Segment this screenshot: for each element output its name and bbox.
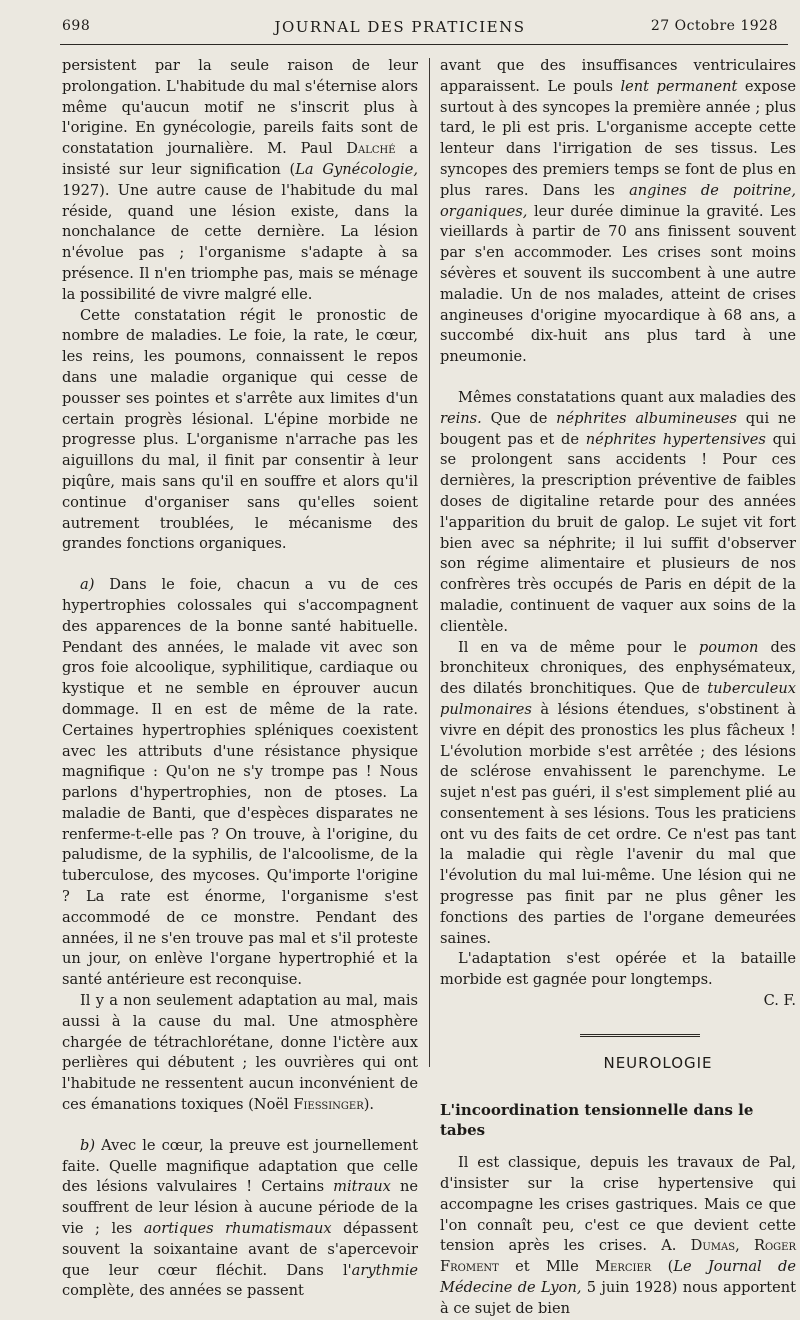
author-name: Dalché [346, 140, 396, 158]
paragraph: Il y a non seulement adaptation au mal, mais aussi à la cause du mal. Une atmosphère chargée de tétrachlorétane, donne l'ictère aux perlières qui débutent ; les ouvrières qui ont l'habitude ne ressentent aucun inconvénient de ces émanations toxiques (Noël Fiessinger). [62, 992, 418, 1114]
author-name: Dumas [690, 1237, 736, 1255]
list-marker: b) [80, 1136, 96, 1154]
paragraph: a) Dans le foie, chacun a vu de ces hypertrophies colossales qui s'accompagnent des apparences de la bonne santé habituelle. Pendant des années, le malade vit avec son gros foie alcoolique, syphilitique, cardiaque ou kystique et ne semble en éprouver aucun dommage. Il en est de même de la rate. Certaines hypertrophies spléniques coexistent avec les attributs d'une résistance physique magnifique : Qu'on ne s'y trompe pas ! Nous parlons d'hypertrophies, non de ptoses. La maladie de Banti, que d'espèces disparates ne renferme-t-elle pas ? On trouve, à l'origine, du paludisme, de la syphilis, de l'alcoolisme, de la tuberculose, des mycoses. Qu'importe l'origine ? La rate est énorme, l'organisme s'est accommodé de ce monstre. Pendant des années, il ne s'en trouve pas mal et s'il proteste un jour, on enlève l'organe hypertrophié et la santé antérieure est reconquise. [62, 576, 418, 989]
author-name: Mercier [595, 1258, 652, 1276]
column-divider [429, 58, 430, 1067]
paragraph: avant que des insuffisances ventriculaires apparaissent. Le pouls lent permanent expose surtout à des syncopes la première année ; plus tard, le pli est pris. L'organisme accepte cette lenteur dans l'irrigation de ses tissus. Les syncopes des premiers temps se font de plus en plus rares. Dans les angines de poitrine, organiques, leur durée diminue la gravité. Les vieillards à partir de 70 ans finissent souvent par s'en accommoder. Les crises sont moins sévères et souvent ils succombent à une autre maladie. Un de nos malades, atteint de crises angineuses d'origine myocardique à 68 ans, a succombé dix-huit ans plus tard à une pneumonie. [440, 57, 796, 366]
signature: C. F. [763, 992, 796, 1010]
right-column [440, 56, 796, 1320]
list-marker: a) [80, 576, 95, 594]
paragraph: Il est classique, depuis les travaux de Pal, d'insister sur la crise hypertensive qui accompagne les crises gastriques. Mais ce que l'on connaît peu, c'est ce que devient cette tension après les crises. A. Dumas, Roger Froment et Mlle Mercier (Le Journal de Médecine de Lyon, 5 juin 1928) nous apportent à ce sujet de bien [440, 1154, 797, 1317]
paragraph: Il en va de même pour le poumon des bronchiteux chroniques, des enphysémateux, des dilatés bronchitiques. Que de tuberculeux pulmonaires à lésions étendues, s'obstinent à vivre en dépit des pronostics les plus fâcheux ! L'évolution morbide s'est arrêtée ; des lésions de sclérose envahissent le parenchyme. Le sujet n'est pas guéri, il s'est simplement plié au consentement à ses lésions. Tous les praticiens ont vu des faits de cet ordre. Ce n'est pas tant la maladie qui règle l'avenir du mal que l'évolution du mal lui-même. Une lésion qui ne progresse pas finit par ne plus gêner les fonctions des parties de l'organe demeurées saines. [440, 638, 797, 947]
issue-date: 27 Octobre 1928 [650, 18, 778, 34]
header-rule [60, 44, 788, 45]
left-column [62, 56, 418, 1302]
page-number: 698 [62, 18, 91, 34]
paragraph: persistent par la seule raison de leur prolongation. L'habitude du mal s'éternise alors même qu'aucun motif ne s'inscrit plus à l'origine. En gynécologie, pareils faits sont de constatation journalière. M. Paul Dalché a insisté sur leur signification (La Gynécologie, 1927). Une autre cause de l'habitude du mal réside, quand une lésion existe, dans la nonchalance de cette dernière. La lésion n'évolue pas ; l'organisme s'adapte à sa présence. Il n'en triomphe pas, mais se ménage la possibilité de vivre malgré elle. [62, 57, 418, 303]
journal-title: JOURNAL DES PRATICIENS [274, 18, 526, 36]
citation: La Gynécologie, [295, 160, 418, 178]
citation: Le Journal de Médecine de Lyon, [440, 1258, 796, 1297]
section-title: NEUROLOGIE [603, 1053, 713, 1072]
paragraph: Cette constatation régit le pronostic de nombre de maladies. Le foie, la rate, le cœur, les reins, les poumons, connaissent le repos dans une maladie organique qui cesse de pousser ses pointes et s'arrête aux limites d'un certain progrès lésional. L'épine morbide ne progresse plus. L'organisme n'arrache pas les aiguillons du mal, il finit par consentir à leur piqûre, mais sans qu'il en souffre et alors qu'il continue d'organiser sans qu'elles soient autrement troublées, le mécanisme des grandes fonctions organiques. [62, 306, 418, 553]
article-title: L'incoordination tensionnelle dans le tabes [440, 1100, 754, 1140]
paragraph: L'adaptation s'est opérée et la bataille morbide est gagnée pour longtemps. [440, 950, 796, 989]
paragraph: Mêmes constatations quant aux maladies des reins. Que de néphrites albumineuses qui ne bougent pas et de néphrites hypertensives qui se prolongent sans accidents ! Pour ces dernières, la prescription préventive de faibles doses de digitaline retarde pour des années l'apparition du bruit de galop. Le sujet vit fort bien avec sa néphrite; il lui suffit d'observer son régime alimentaire et plusieurs de nos confrères très occupés de Paris en dépit de la maladie, continuent de vaquer aux soins de la clientèle. [440, 388, 796, 635]
author-name: Fiessinger [293, 1096, 364, 1114]
paragraph: b) Avec le cœur, la preuve est journellement faite. Quelle magnifique adaptation que celle des lésions valvulaires ! Certains mitraux ne souffrent de leur lésion à aucune période de la vie ; les aortiques rhumatismaux dépassent souvent la soixantaine avant de s'apercevoir que leur cœur fléchit. Dans l'arythmie complète, des années se passent [62, 1136, 418, 1300]
author-name: Roger Froment [440, 1237, 797, 1276]
